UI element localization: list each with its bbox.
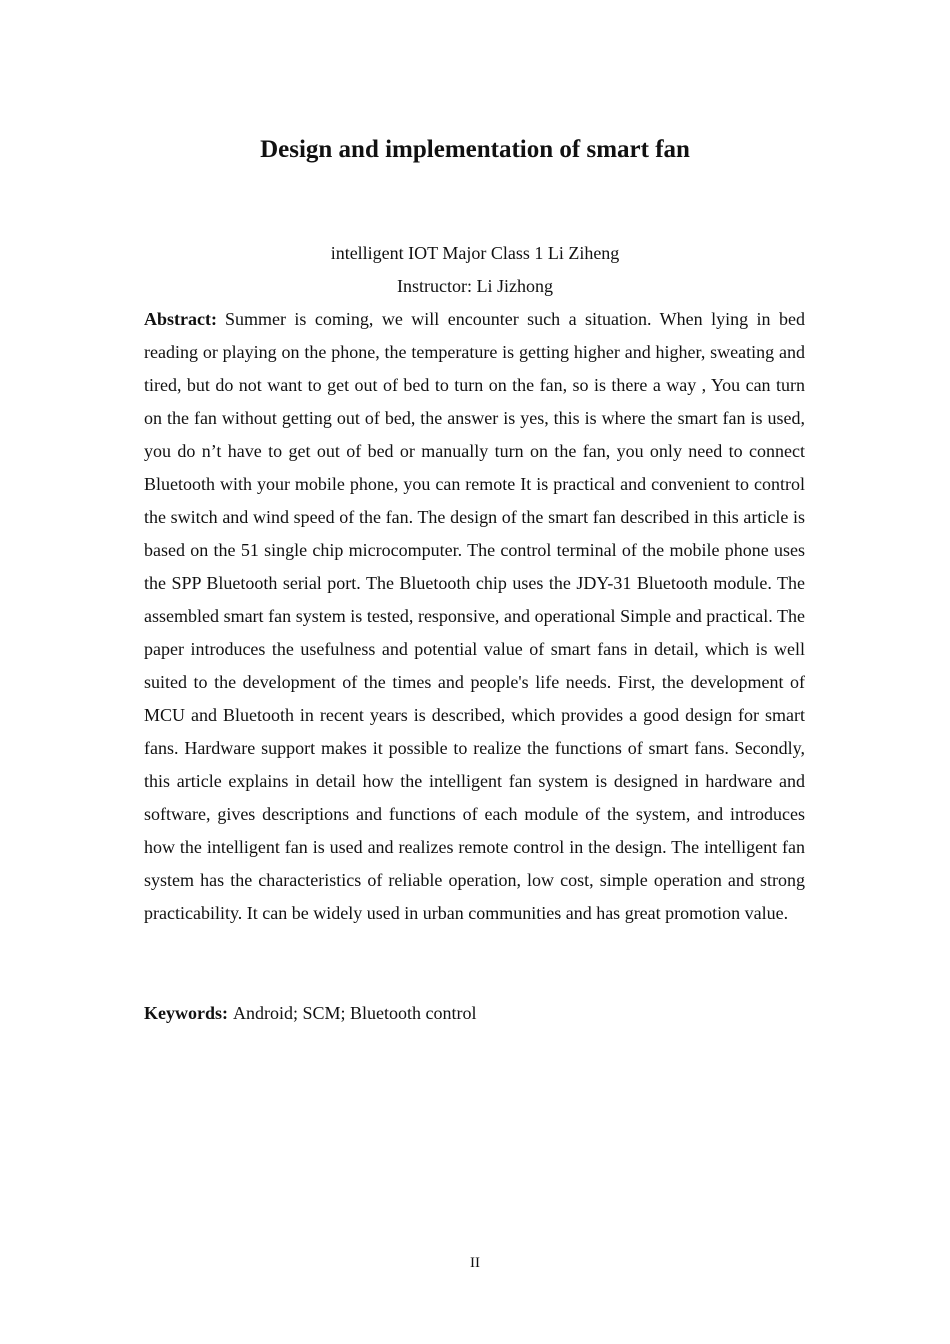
abstract-label: Abstract: bbox=[144, 309, 217, 329]
abstract-text: Summer is coming, we will encounter such a situation. When lying in bed reading or playing on the phone, the temperature is getting higher and higher, sweating and tired, but do not want to get out of bed to turn on the fan, so is there a way , You can turn on the fan without getting out of bed, the answer is yes, this is where the smart fan is used, you do n’t have to get out of bed or manually turn on the fan, you only need to connect Bluetooth with your mobile phone, you can remote It is practical and convenient to control the switch and wind speed of the fan. The design of the smart fan described in this article is based on the 51 single chip microcomputer. The control terminal of the mobile phone uses the SPP Bluetooth serial port. The Bluetooth chip uses the JDY-31 Bluetooth module. The assembled smart fan system is tested, responsive, and operational Simple and practical. The paper introduces the usefulness and potential value of smart fans in detail, which is well suited to the development of the times and people's life needs. First, the development of MCU and Bluetooth in recent years is described, which provides a good design for smart fans. Hardware support makes it possible to realize the functions of smart fans. Secondly, this article explains in detail how the intelligent fan system is designed in hardware and software, gives descriptions and functions of each module of the system, and introduces how the intelligent fan is used and realizes remote control in the design. The intelligent fan system has the characteristics of reliable operation, low cost, simple operation and strong practicability. It can be widely used in urban communities and has great promotion value. bbox=[144, 309, 805, 923]
page-number: II bbox=[470, 1255, 480, 1271]
keywords-text: Android; SCM; Bluetooth control bbox=[233, 1003, 477, 1023]
keywords-label: Keywords: bbox=[144, 1003, 228, 1023]
keywords-paragraph bbox=[144, 997, 805, 1030]
paper-title: Design and implementation of smart fan bbox=[260, 136, 690, 163]
abstract-paragraph bbox=[144, 303, 805, 930]
author-line: intelligent IOT Major Class 1 Li Ziheng bbox=[330, 243, 620, 263]
instructor-line: Instructor: Li Jizhong bbox=[397, 276, 553, 296]
